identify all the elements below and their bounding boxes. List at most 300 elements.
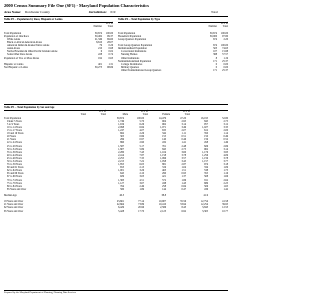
cell: 1.49 — [223, 141, 228, 145]
row-label: 70 to 74 Years — [7, 178, 22, 182]
cell: 155 — [162, 135, 166, 139]
cell: 962 — [204, 147, 208, 151]
cell: 432 — [162, 141, 166, 145]
cell: 290 — [162, 172, 166, 176]
cell: 1,127 — [118, 181, 124, 185]
row-label: Group Quarters Population — [118, 37, 147, 41]
cell: 1,919 — [118, 122, 124, 126]
cell: 580 — [120, 187, 124, 191]
row-label: Native Hawaiian & Other Pacific Islander Alone — [7, 50, 58, 54]
table-p4-rows — [118, 29, 228, 72]
cell: 881 — [162, 163, 166, 167]
cell: 890 — [120, 141, 124, 145]
cell: 761 — [162, 144, 166, 148]
row-label: Asian Alone — [7, 47, 20, 51]
cell: 3.14 — [223, 147, 228, 151]
row-label: 35 to 39 Years — [7, 150, 22, 154]
cell: 1.41 — [181, 141, 186, 145]
cell: 16,195 — [200, 116, 208, 120]
table-p1-colhead: Pct. of — [106, 22, 113, 26]
cell: 3.78 — [223, 156, 228, 160]
cell: 1,058 — [160, 160, 166, 163]
cell: 3.77 — [223, 160, 228, 163]
cell: 7.22 — [139, 160, 144, 163]
cell: 1,096 — [160, 156, 166, 160]
cell: 2.10 — [139, 172, 144, 176]
row-label: Military Quarters — [121, 65, 140, 69]
cell: 10,907 — [158, 200, 166, 204]
row-percent: 0.00 — [223, 62, 228, 66]
cell: 2.13 — [139, 166, 144, 170]
row-label: College Dormitories — [121, 62, 143, 66]
cell: 1,176 — [202, 150, 208, 154]
rule — [118, 22, 228, 23]
cell: 0.51 — [181, 135, 186, 139]
cell: 1.86 — [181, 178, 186, 182]
cell: 0.84 — [181, 184, 186, 188]
footer-note: Prepared by the Maryland Department of Planning, Planning Data Services — [4, 291, 76, 294]
cell: 1.09 — [223, 166, 228, 170]
cell: 0.49 — [223, 135, 228, 139]
row-percent: 100.00 — [220, 44, 228, 48]
cell: 3.57 — [181, 156, 186, 160]
row-label: Other Noninstitutional Group Quarters — [121, 68, 162, 72]
cell: 1.43 — [181, 181, 186, 185]
cell: 508 — [204, 175, 208, 179]
cell: 1.89 — [139, 187, 144, 191]
table-p4-colhead2: Number Total — [208, 24, 228, 28]
row-label: 20 Years — [7, 135, 16, 139]
cell: 1,749 — [118, 119, 124, 123]
cell: 319 — [162, 166, 166, 170]
cell: 0.97 — [139, 138, 144, 142]
cell: 2.49 — [139, 184, 144, 188]
cell: 3,843 — [202, 206, 208, 210]
row-percent: 69.60 — [107, 37, 113, 41]
row-label: White Alone — [7, 37, 21, 41]
cell: 2.90 — [139, 141, 144, 145]
cell: 2.75 — [223, 119, 228, 123]
cell: 144 — [162, 187, 166, 191]
row-label: Nursing Homes — [121, 53, 138, 57]
cell: 421 — [162, 175, 166, 179]
cell: 826 — [204, 144, 208, 148]
cell: 653 — [120, 166, 124, 170]
cell: 1.75 — [223, 169, 228, 173]
column-header: Total — [80, 112, 86, 116]
cell: 150 — [204, 135, 208, 139]
cell: 2,123 — [160, 209, 166, 213]
row-label: 30 to 34 Years — [7, 147, 22, 151]
row-number: 30,273 — [94, 65, 102, 69]
row-percent: 1.19 — [223, 56, 228, 60]
cell: 3.03 — [139, 175, 144, 179]
cell: 2.87 — [181, 163, 186, 167]
cell: 3.67 — [139, 181, 144, 185]
row-number: 0 — [215, 62, 217, 66]
row-number: 6 — [100, 50, 102, 54]
cell: 811 — [204, 178, 208, 182]
row-number: 388 — [213, 53, 217, 57]
cell: 1.16 — [223, 172, 228, 176]
cell: 2.00 — [223, 129, 228, 133]
cell: 0.52 — [223, 138, 228, 142]
cell: 30,674 — [116, 116, 124, 120]
column-header: Pct. of — [99, 110, 106, 114]
cell: 1,855 — [118, 163, 124, 167]
cell: 1,157 — [202, 160, 208, 163]
row-number: 8,610 — [96, 41, 102, 45]
cell: 2.25 — [223, 181, 228, 185]
cell: 458 — [204, 141, 208, 145]
cell: 3.60 — [181, 150, 186, 154]
cell: 6.84 — [139, 125, 144, 129]
cell: 159 — [204, 138, 208, 142]
row-label: 60 and 61 Years — [7, 166, 24, 170]
cell: 645 — [120, 172, 124, 176]
cell: 77.14 — [138, 200, 144, 204]
cell: 1.51 — [181, 169, 186, 173]
row-percent: 99.37 — [107, 34, 113, 38]
cell: 100.00 — [136, 116, 144, 120]
row-percent: 100.00 — [220, 31, 228, 35]
cell: 6,429 — [118, 206, 124, 210]
row-label: Total Population — [4, 31, 22, 35]
mid-rule — [4, 104, 228, 105]
row-label: Population of Two or More Races — [4, 56, 40, 60]
cell: 73.89 — [138, 203, 144, 207]
cell: 3,305 — [202, 209, 208, 213]
cell: 7.43 — [139, 150, 144, 154]
cell: 3.26 — [139, 169, 144, 173]
cell: 5.70 — [139, 119, 144, 123]
cell: 438 — [162, 181, 166, 185]
cell: 5,428 — [118, 209, 124, 213]
row-label: 65 Years and Over — [4, 209, 24, 213]
cell: 1.04 — [181, 166, 186, 170]
row-percent: 0.74 — [108, 53, 113, 57]
cell: 1,247 — [118, 129, 124, 133]
cell: 3.78 — [181, 153, 186, 157]
row-number: 171 — [213, 59, 217, 63]
cell: 2,098 — [118, 125, 124, 129]
cell: 355 — [204, 172, 208, 176]
cell: 0.46 — [181, 138, 186, 142]
cell: 35.56 — [180, 200, 186, 204]
cell: 12.53 — [222, 206, 228, 210]
row-number: 674 — [213, 37, 217, 41]
row-percent: 0.02 — [108, 50, 113, 54]
row-percent: 25.37 — [222, 59, 228, 63]
table-p4 — [118, 18, 228, 72]
row-label: Institutionalized Population — [118, 47, 147, 51]
cell: 2.07 — [181, 129, 186, 133]
cell: 41.9 — [203, 194, 208, 198]
cell: 41.58 — [222, 200, 228, 204]
cell: 1,071 — [160, 125, 166, 129]
cell: 1,027 — [202, 125, 208, 129]
row-label: Other Institutions — [121, 56, 140, 60]
row-label: 21 Years — [7, 138, 16, 142]
row-label: Median Age — [4, 194, 17, 198]
area-value: Dorchester County — [24, 10, 50, 14]
row-percent: 0.26 — [108, 44, 113, 48]
cell: 38.8 — [161, 194, 166, 198]
cell: 845 — [204, 119, 208, 123]
cell: 305 — [120, 135, 124, 139]
row-number: 210 — [98, 47, 102, 51]
row-percent: 100.00 — [105, 31, 113, 35]
cell: 904 — [162, 119, 166, 123]
cell: 2,280 — [118, 150, 124, 154]
table-row — [4, 66, 113, 69]
table-p5-title: Table P5 -- Total Population by Sex and Age — [4, 106, 55, 109]
cell: 299 — [120, 138, 124, 142]
cell: 612 — [204, 129, 208, 133]
jurisdiction-label: Jurisdiction: — [88, 10, 107, 14]
cell: 2.64 — [223, 178, 228, 182]
row-label: 62 to 64 Years — [7, 169, 22, 173]
page-title: 2000 Census Summary File One (SF1) - Maryland Population Characteristics — [4, 3, 150, 8]
column-header: Pct. of — [183, 110, 190, 114]
cell: 4.51 — [139, 178, 144, 182]
cell: 14,479 — [158, 116, 166, 120]
column-header: Pct. of — [141, 110, 148, 114]
table-p5 — [4, 106, 228, 213]
cell: 1.14 — [223, 132, 228, 136]
cell: 40.3 — [119, 194, 124, 198]
cell: 33.94 — [180, 203, 186, 207]
row-number: 192 — [98, 56, 102, 60]
cell: 2,255 — [118, 156, 124, 160]
table-p4-title: Table P4 -- Total Population by Type — [118, 18, 160, 21]
row-percent: 0.00 — [223, 65, 228, 69]
cell: 10.77 — [222, 209, 228, 213]
cell: 8.43 — [181, 206, 186, 210]
row-label: 55 to 59 Years — [7, 163, 22, 167]
table-p1-title: Table P3 -- Population by Race, Hispanic or Latino — [4, 18, 63, 21]
cell: 764 — [120, 184, 124, 188]
row-label: Household Population — [118, 34, 142, 38]
row-number: 171 — [213, 68, 217, 72]
cell: 1,587 — [118, 144, 124, 148]
row-label: 21 Years and Over — [4, 203, 24, 207]
cell: 12,754 — [200, 200, 208, 204]
cell: 1,158 — [160, 153, 166, 157]
cell: 1.11 — [181, 132, 186, 136]
row-number: 79 — [99, 44, 102, 48]
cell: 47.20 — [180, 116, 186, 120]
row-number: 503 — [213, 47, 217, 51]
cell: 20.96 — [138, 206, 144, 210]
table-p1-colhead2: Number Total — [93, 24, 113, 28]
rule — [4, 110, 228, 111]
cell: 350 — [204, 132, 208, 136]
column-header: Total — [184, 112, 190, 116]
column-header: Male — [122, 112, 128, 116]
cell: 538 — [204, 169, 208, 173]
row-label: Population of One Race — [4, 34, 29, 38]
row-label: 65 and 66 Years — [7, 172, 24, 176]
row-label: 10 to 14 Years — [7, 125, 22, 129]
cell: 23,661 — [116, 200, 124, 204]
cell: 692 — [120, 132, 124, 136]
cell: 3.12 — [223, 122, 228, 126]
row-percent: 1.31 — [108, 62, 113, 66]
row-percent: 0.68 — [108, 47, 113, 51]
row-label: 67 to 69 Years — [7, 175, 22, 179]
row-label: 40 to 44 Years — [7, 153, 22, 157]
row-label: 5 to 9 Years — [7, 122, 20, 126]
row-label: Noninstitutionalized Population — [118, 59, 152, 63]
cell: 3.45 — [181, 160, 186, 163]
cell: 140 — [162, 138, 166, 142]
rule — [4, 22, 113, 23]
row-label: 15 to 17 Years — [7, 129, 22, 133]
jurisdiction-value: 019 — [110, 10, 116, 14]
cell: 1,256 — [202, 153, 208, 157]
row-label: 45 to 49 Years — [7, 156, 22, 160]
cell: 1.37 — [181, 175, 186, 179]
cell: 0.99 — [139, 135, 144, 139]
row-percent: 15.88 — [222, 50, 228, 54]
table-p4-colhead: Pct. of — [221, 22, 228, 26]
row-label: Not Hispanic or Latino — [4, 65, 28, 69]
row-label: 25 to 29 Years — [7, 144, 22, 148]
cell: 1,807 — [118, 147, 124, 151]
row-number: 30,674 — [94, 31, 102, 35]
cell: 7.87 — [139, 153, 144, 157]
cell: 10,410 — [158, 203, 166, 207]
row-number: 674 — [213, 44, 217, 48]
cell: 17.70 — [138, 209, 144, 213]
cell: 572 — [162, 178, 166, 182]
table-p1-rows — [4, 29, 113, 69]
row-percent: 57.57 — [222, 53, 228, 57]
cell: 3.83 — [223, 150, 228, 154]
row-label: 50 to 54 Years — [7, 160, 22, 163]
row-label: American Indian & Alaska Native Alone — [7, 44, 50, 48]
row-label: Total Population — [4, 116, 22, 120]
cell: 6.92 — [181, 209, 186, 213]
row-percent: 74.63 — [222, 47, 228, 51]
cell: 2,586 — [160, 206, 166, 210]
cell: 1.66 — [223, 175, 228, 179]
row-percent: 25.37 — [222, 68, 228, 72]
cell: 22,664 — [116, 203, 124, 207]
row-number: 30,000 — [209, 34, 217, 38]
row-label: Some Other Race Alone — [7, 53, 33, 57]
cell: 52.80 — [222, 116, 228, 120]
row-number: 228 — [98, 53, 102, 57]
column-header: Total — [100, 112, 106, 116]
row-percent: 2.20 — [223, 37, 228, 41]
cell: 3.14 — [181, 122, 186, 126]
cell: 2.26 — [139, 132, 144, 136]
row-number: 8 — [215, 56, 217, 60]
row-label: 75 to 79 Years — [7, 181, 22, 185]
row-label: 80 to 84 Years — [7, 184, 22, 188]
table-p1 — [4, 18, 113, 69]
cell: 3.35 — [223, 125, 228, 129]
row-label: 85 Years and Over — [7, 187, 27, 191]
row-percent: 0.63 — [108, 56, 113, 60]
row-number: 107 — [213, 50, 217, 54]
row-percent: 98.69 — [107, 65, 113, 69]
cell: 334 — [204, 166, 208, 170]
header-line — [4, 10, 218, 14]
row-label: Correctional Institutions — [121, 50, 147, 54]
table-row — [118, 69, 228, 72]
cell: 6.05 — [139, 163, 144, 167]
cell: 2,215 — [118, 160, 124, 163]
row-number: 30,482 — [94, 34, 102, 38]
cell: 342 — [162, 132, 166, 136]
row-label: Black or African American Alone — [7, 41, 42, 45]
column-header: Total — [142, 112, 148, 116]
row-label: Total Group Quarters Population — [118, 44, 153, 48]
table-row — [4, 210, 228, 213]
cell: 436 — [204, 187, 208, 191]
header-right: Total — [211, 10, 218, 14]
cell: 957 — [204, 122, 208, 126]
cell: 1.65 — [223, 184, 228, 188]
cell: 635 — [162, 129, 166, 133]
cell: 929 — [120, 175, 124, 179]
table-p5-rows — [4, 117, 228, 213]
row-number: 401 — [98, 62, 102, 66]
row-label: 18 and 19 Years — [7, 132, 24, 136]
cell: 1.42 — [223, 187, 228, 191]
row-label: Hispanic or Latino — [4, 62, 24, 66]
cell: 4.07 — [139, 129, 144, 133]
cell: 845 — [162, 147, 166, 151]
cell: 962 — [162, 122, 166, 126]
row-label: Under 5 Years — [7, 119, 22, 123]
cell: 1,001 — [118, 169, 124, 173]
cell: 0.95 — [181, 172, 186, 176]
cell: 6.26 — [139, 122, 144, 126]
row-label: 22 to 24 Years — [7, 141, 22, 145]
cell: 2.95 — [181, 119, 186, 123]
cell: 4.09 — [223, 153, 228, 157]
area-label: Area Name: — [4, 10, 22, 14]
row-number: 21,349 — [94, 37, 102, 41]
cell: 0.47 — [181, 187, 186, 191]
row-label: 18 Years and Over — [4, 200, 24, 204]
row-percent: 28.07 — [107, 41, 113, 45]
row-percent: 97.80 — [222, 34, 228, 38]
cell: 5.17 — [139, 144, 144, 148]
cell: 2.75 — [181, 147, 186, 151]
cell: 3.18 — [223, 163, 228, 167]
cell: 3.49 — [181, 125, 186, 129]
header-rule — [4, 16, 228, 17]
cell: 463 — [162, 169, 166, 173]
cell: 39.95 — [222, 203, 228, 207]
cell: 1,159 — [202, 156, 208, 160]
cell: 506 — [204, 184, 208, 188]
row-number: 0 — [215, 65, 217, 69]
cell: 1,104 — [160, 150, 166, 154]
cell: 12,254 — [200, 203, 208, 207]
row-number: 30,674 — [209, 31, 217, 35]
cell: 1,383 — [118, 178, 124, 182]
cell: 7.35 — [139, 156, 144, 160]
cell: 258 — [162, 184, 166, 188]
cell: 689 — [204, 181, 208, 185]
cell: 974 — [204, 163, 208, 167]
